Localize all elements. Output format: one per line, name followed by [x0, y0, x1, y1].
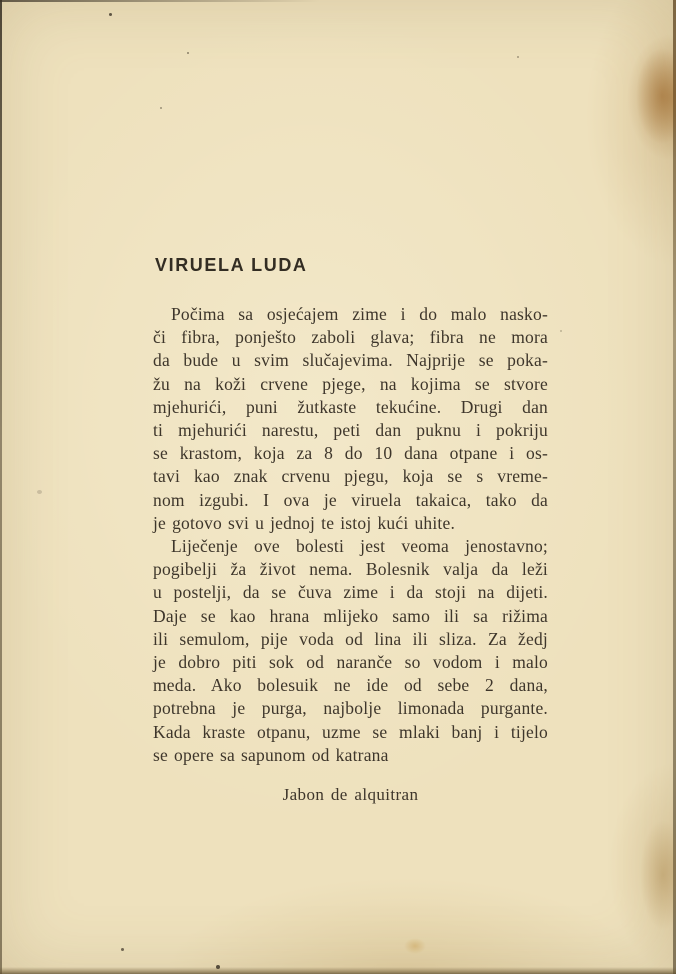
text-line: da bude u svim slučajevima. Najprije se poka- — [153, 350, 548, 371]
page-edge-top — [0, 0, 320, 2]
text-line: meda. Ako bolesuik ne ide od sebe 2 dana, — [153, 675, 548, 696]
text-line: ili semulom, pije voda od lina ili sliza. Za žedj — [153, 628, 548, 649]
text-line: Daje se kao hrana mlijeko samo ili sa rižima — [153, 605, 548, 626]
text-line: Liječenje ove bolesti jest veoma jenostavno; — [171, 536, 548, 557]
text-line: tavi kao znak crvenu pjegu, koja se s vreme- — [153, 466, 548, 487]
text-line: pogibelji ža život nema. Bolesnik valja da leži — [153, 559, 548, 580]
text-line: mjehurići, puni žutkaste tekućine. Drugi dan — [153, 396, 548, 417]
text-line: žu na koži crvene pjege, na kojima se stvore — [153, 373, 548, 394]
paper-stain — [404, 938, 426, 954]
text-line: se krastom, koja za 8 do 10 dana otpane i os- — [153, 443, 548, 464]
paper-speckle — [37, 490, 42, 494]
text-line: ti mjehurići narestu, peti dan puknu i pokriju — [153, 420, 548, 441]
paper-speckle — [121, 948, 124, 951]
text-line: je gotovo svi u jednoj te istoj kući uhite. — [153, 512, 456, 533]
paper-speckle — [109, 13, 112, 16]
text-line: je dobro piti sok od naranče so vodom i malo — [153, 652, 548, 673]
paper-stain — [640, 820, 676, 930]
page-title: VIRUELA LUDA — [155, 255, 308, 275]
text-line: u postelji, da se čuva zime i da stoji na dijeti. — [153, 582, 548, 603]
page-edge-bottom — [0, 967, 676, 974]
paper-speckle — [216, 965, 220, 969]
text-line: potrebna je purga, najbolje limonada purgante. — [153, 698, 548, 719]
paper-speckle — [187, 52, 189, 54]
paragraph-2 — [153, 535, 548, 767]
text-line: či fibra, ponješto zaboli glava; fibra ne mora — [153, 327, 548, 348]
footer-line: Jabon de alquitran — [282, 785, 419, 805]
text-line: Počima sa osjećajem zime i do malo nasko- — [171, 304, 548, 324]
paper-speckle — [517, 56, 519, 58]
text-block — [153, 255, 548, 805]
paper-speckle — [560, 330, 562, 332]
paper-speckle — [160, 107, 162, 109]
paragraph-1 — [153, 303, 548, 535]
page-edge-left — [0, 0, 2, 974]
paper-stain — [636, 48, 676, 144]
text-line: nom izgubi. I ova je viruela takaica, tako da — [153, 489, 548, 510]
text-line: Kada kraste otpanu, uzme se mlaki banj i tijelo — [153, 721, 548, 742]
text-line: se opere sa sapunom od katrana — [153, 744, 389, 765]
